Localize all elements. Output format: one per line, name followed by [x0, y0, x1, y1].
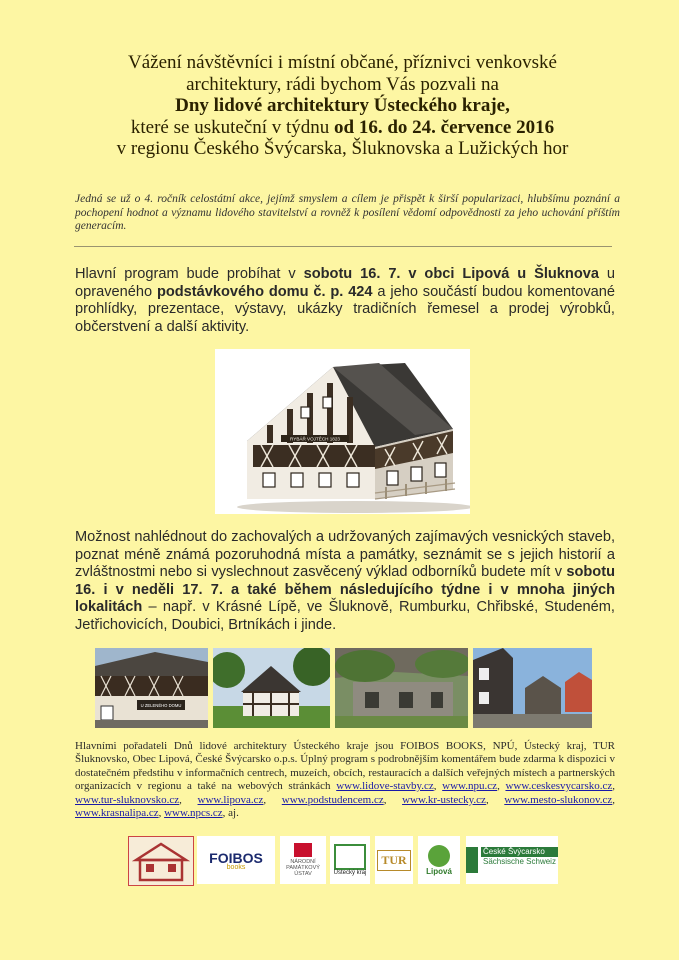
ustecky-mark-icon	[334, 844, 366, 870]
house-sign: RYBÁŘ VOJTĚCH 1823	[290, 436, 340, 442]
lipova-leaf-icon	[428, 845, 450, 867]
ustecky-kraj-logo	[330, 836, 370, 884]
ceske-svycarsko-logo	[466, 836, 558, 884]
house-logo	[128, 836, 194, 886]
ceske-svycarsko-mark-icon	[466, 847, 478, 873]
cs-text-2: Švýcarsko	[507, 847, 545, 856]
npu-text-2: PAMÁTKOVÝ	[286, 865, 320, 871]
link-krasnalipa[interactable]: www.krasnalipa.cz	[75, 807, 159, 820]
organizers-footer: Hlavními pořadateli Dnů lidové architektury Ústeckého kraje jsou FOIBOS BOOKS, NPÚ, Ústecký kraj, TUR Šluknovsko, Obec Lipová, České Švýcarsko o.p.s. Úplný program s podrobnějším komentářem bude zdarma k dispozici v dostatečném předstihu v informačních centrech, muzeích, obcích, restauracích a dalších veřejných místech a partnerských organizacích v regionu a také na webových stránkách www.lidove-stavby.cz, www.npu.cz, www.ceskesvycarsko.cz, www.tur-sluknovsko.cz, www.lipova.cz, www.podstudencem.cz, www.kr-ustecky.cz, www.mesto-slukonov.cz, www.krasnalipa.cz, www.npcs.cz, aj.	[75, 740, 616, 820]
heading-line-2: architektury, rádi bychom Vás pozvali na	[186, 73, 499, 95]
heading-line-4: které se uskuteční v týdnu od 16. do 24. července 2016	[130, 116, 555, 138]
npu-text-1: NÁRODNÍ	[290, 859, 316, 865]
main-program-paragraph: Hlavní program bude probíhat v sobotu 16. 7. v obci Lipová u Šluknova u opraveného podstávkového domu č. p. 424 a jeho součástí budou komentované prohlídky, prezentace, výstavy, ukázky tradičních řemesel a prodej výrobků, občerstvení a další aktivity.	[75, 266, 616, 335]
heading-line-5: v regionu Českého Švýcarska, Šluknovska a Lužických hor	[116, 138, 569, 160]
lipova-logo	[418, 836, 460, 884]
cs-text-3: Sächsische	[483, 857, 524, 866]
photo-strip-4	[473, 648, 592, 728]
foibos-logo-text: FOIBOS	[209, 849, 263, 866]
tur-logo	[375, 836, 413, 884]
foibos-logo	[197, 836, 275, 884]
npu-mark-icon	[294, 843, 312, 857]
tur-text: TUR	[377, 850, 410, 871]
link-lipova[interactable]: www.lipova.cz	[197, 793, 264, 806]
foibos-logo-sub: books	[226, 863, 246, 871]
house-logo-icon	[132, 840, 190, 882]
npu-text-3: ÚSTAV	[294, 871, 312, 877]
link-npu[interactable]: www.npu.cz	[442, 780, 498, 793]
invitation-heading	[60, 52, 625, 160]
link-kr-ustecky[interactable]: www.kr-ustecky.cz	[402, 793, 486, 806]
link-tur-sluknovsko[interactable]: www.tur-sluknovsko.cz	[75, 793, 180, 806]
divider	[74, 246, 612, 247]
event-title: Dny lidové architektury Ústeckého kraje,	[175, 95, 510, 117]
link-lidove-stavby[interactable]: www.lidove-stavby.cz	[336, 780, 434, 793]
strip-sign: U ZELENÉHO DOMU	[140, 703, 182, 708]
heading-line-1: Vážení návštěvníci i místní občané, příznivci venkovské	[128, 52, 557, 73]
link-mesto-slukonov[interactable]: www.mesto-slukonov.cz	[504, 793, 613, 806]
other-locations-paragraph: Možnost nahlédnout do zachovalých a udržovaných zajímavých vesnických staveb, poznat méně známá pozoruhodná místa a památky, seznámit se s jejich historií a zvláštnostmi nebo si vyslechnout zasvěcený výklad odborníků budete mít v sobotu 16. i v neděli 17. 7. a také během následujícího týdne i v mnoha jiných lokalitách – např. v Krásné Lípě, ve Šluknově, Rumburku, Chřibské, Studeném, Jetřichovicích, Doubici, Brtníkách i jinde.	[75, 529, 615, 633]
link-ceskesvycarsko[interactable]: www.ceskesvycarsko.cz	[505, 780, 613, 793]
cs-text-4: Schweiz	[526, 857, 556, 866]
cs-text-1: České	[483, 847, 506, 856]
npu-logo	[280, 836, 326, 884]
ustecky-text: Ústecký kraj	[333, 870, 367, 876]
photo-strip-2	[213, 648, 330, 728]
link-npcs[interactable]: www.npcs.cz	[164, 807, 223, 820]
link-podstudencem[interactable]: www.podstudencem.cz	[281, 793, 384, 806]
house-photo	[215, 349, 470, 514]
photo-strip-3	[335, 648, 468, 728]
lipova-text: Lipová	[426, 866, 452, 876]
photo-strip-1	[95, 648, 208, 728]
intro-text: Jedná se už o 4. ročník celostátní akce, jejímž smyslem a cílem je přispět k širší popularizaci, hlubšímu poznání a pochopení hodnot a významu lidového stavitelství a rovněž k posílení vědomí odpovědnosti za jeho uchování příštím generacím.	[75, 193, 620, 233]
